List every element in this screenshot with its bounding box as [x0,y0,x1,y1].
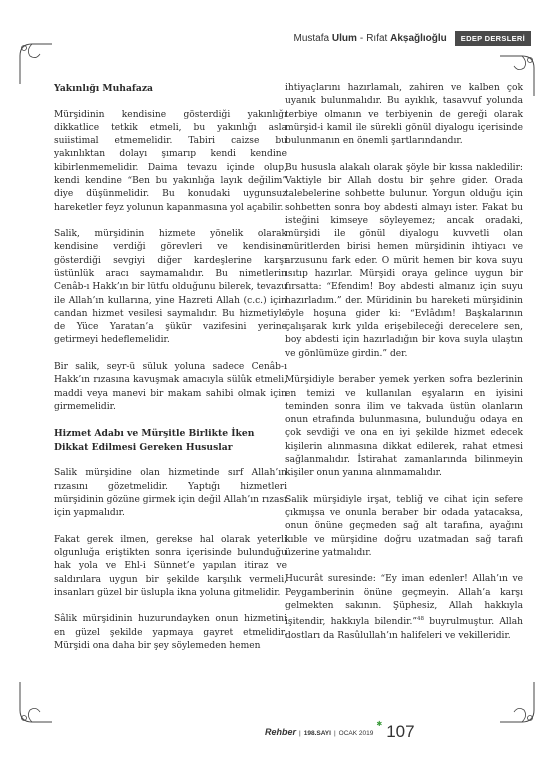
left-column [54,82,287,667]
paragraph-hucurat [285,573,523,642]
corner-ornament-top-left-icon [18,40,54,86]
paragraph: Salik mürşidiyle irşat, tebliğ ve cihat için sefere çıkmışsa ve onunla beraber bir odada yatacaksa, onun önüne geçmeden sağ alt tarafına, ayağını kıble ve mürşidine doğru uzatmadan sağ tarafı üzerine yatmalıdır. [285,494,523,558]
page-number: 107 [386,722,415,741]
paragraph: Salik mürşidine olan hizmetinde sırf Allah’ın rızasını gözetmelidir. Yaptığı hizmetleri mürşidinin gözüne girmek için değil Allah’ın rızası için yapmalıdır. [54,468,287,519]
corner-ornament-bottom-left-icon [18,680,54,726]
author-first-name: Mustafa [293,32,330,44]
corner-ornament-bottom-right-icon [500,680,536,726]
author-separator: - [359,32,364,44]
page-footer [265,720,415,740]
paragraph: Mürşidinin kendisine gösterdiği yakınlığı dikkatlice tetkik etmeli, bu yakınlığı asla suiistimal etmemelidir. Tabiri caizse bu yakınlıktan dolayı şımarıp kendi kendine kibirlenmemelidir. Daima tevazu içinde olup, kendi kendine “Ben bu yakınlığa layık değilim” diye düşünmelidir. Bu konudaki uygunsuz hareketler feyz yolunun kapanmasına yol açabilir. [54,109,287,213]
quote-text: Hucurât suresinde: “Ey iman edenler! Allah’ın ve Peygamberinin önüne geçmeyin. Allah’a karşı gelmekten sakının. Şüphesiz, Allah hakkıyla işitendir, hakkıyla bilendir.” [285,574,523,628]
magazine-brand: Rehber [265,727,297,737]
page-header [294,30,532,46]
author-second-surname: Akṣağlıoğlu [390,32,447,44]
paragraph: Bu hususla alakalı olarak şöyle bir kıssa nakledilir: Vaktiyle bir Allah dostu bir şehre gider. Orada talebelerine sohbette bulunur. Yorgun olduğu için sohbetten sonra boy abdesti almayı ister. Fakat bu isteğini kimseye söyleyemez; ancak oradaki, mürşidi ile gönül diyalogu kuvvetli olan müritlerden birisi hemen mürşidinin ihtiyacı ve arzusunu fark eder. O mürit hemen bir kova suyu ısıtıp hazırlar. Mürşidi oraya gelince uygun bir fırsatta: “Efendim! Boy abdesti almanız için suyu hazırladım.” der. Müridinin bu hareketi mürşidinin öyle hoşuna gider ki: “Evlâdım! Başkalarının çalışarak kırk yılda erişebileceği derecelere sen, boy abdesti için hazırladığın bir kova suyla ulaştın ve gönlümüze girdin.” der. [285,162,523,359]
paragraph: Bir salik, seyr-ü süluk yoluna sadece Cenâb-ı Hakk’ın rızasına kavuşmak amacıyla sülûk etmeli, maddi veya manevi bir makam sahibi olmak için girmemelidir. [54,361,287,412]
paragraph: Sâlik mürşidinin huzurundayken onun hizmetini en güzel şekilde yapmaya gayret etmelidir. Mürşidi ona daha bir şey söylemeden hemen [54,614,287,651]
section-label: EDEP DERSLERİ [455,31,531,46]
paragraph: ihtiyaçlarını hazırlamalı, zahiren ve kalben çok uyanık bulunmalıdır. Bu ayıklık, tasavvuf yolunda terbiye olmanın ve terbiyenin de gereği olarak mürşid-i kamil ile sürekli gönül diyalogu içerisinde bulunmanın en önemli şartlarındandır. [285,83,523,147]
issue-number: 198.SAYI [303,730,331,737]
footer-separator: | [299,730,301,737]
right-column [285,82,523,656]
issue-date: OCAK 2019 [338,730,374,737]
paragraph: Fakat gerek ilmen, gerekse hal olarak yeterli olgunluğa eriştikten sonra içerisinde bulunduğu hak yola ve Ehl-i Sünnet’e yapılan itiraz ve saldırılara uygun bir şekilde karşılık vermeli, insanları güzel bir üslupla ikna yoluna gitmelidir. [54,534,287,598]
footer-separator: | [333,730,336,737]
section-heading-hizmet-adabi: Hizmet Adabı ve Mürşitle Birlikte İken Dikkat Edilmesi Gereken Hususlar [54,428,255,453]
footnote-reference: 48 [417,616,425,623]
quote-continuation: buyrulmuştur. Allah dostları da Rasûlullah’ın halifeleri ve vekilleridir. [285,617,523,641]
author-second-name: Rıfat [366,32,388,44]
paragraph: Mürşidiyle beraber yemek yerken sofra bezlerinin en temizi ve kullanılan eşyaların en iyisini teminden sonra ilim ve takvada üstün olanların onun etrafında bulunmasına, bulunduğu odaya en çok sevdiği ve ona en iyi şekilde hizmet edecek kişilerin alınmasına dikkat edilerek, rahat etmesi sağlanmalıdır. İstirahat zamanlarında bilinmeyin kişiler onun yanına alınmamalıdır. [285,375,523,479]
author-first-surname: Ulum [331,32,357,44]
section-heading-yakinligi-muhafaza: Yakınlığı Muhafaza [54,83,153,94]
star-icon: ✱ [376,721,383,728]
paragraph: Salik, mürşidinin hizmete yönelik olarak kendisine verdiği görevleri ve kendisine gösterdiği sevgiyi diğer kardeşlerine karşı üstünlük aracı saymamalıdır. Bu nimetlerin Cenâb-ı Hakk’ın bir lütfu olduğunu bilerek, tevazu ile Allah’ın kullarına, yine Hazreti Allah (c.c.) için candan hizmet vesilesi saymalıdır. Bu hizmetiyle de Yüce Yaratan’a şükür vazifesini yerine getirmeyi hedeflemelidir. [54,229,287,346]
